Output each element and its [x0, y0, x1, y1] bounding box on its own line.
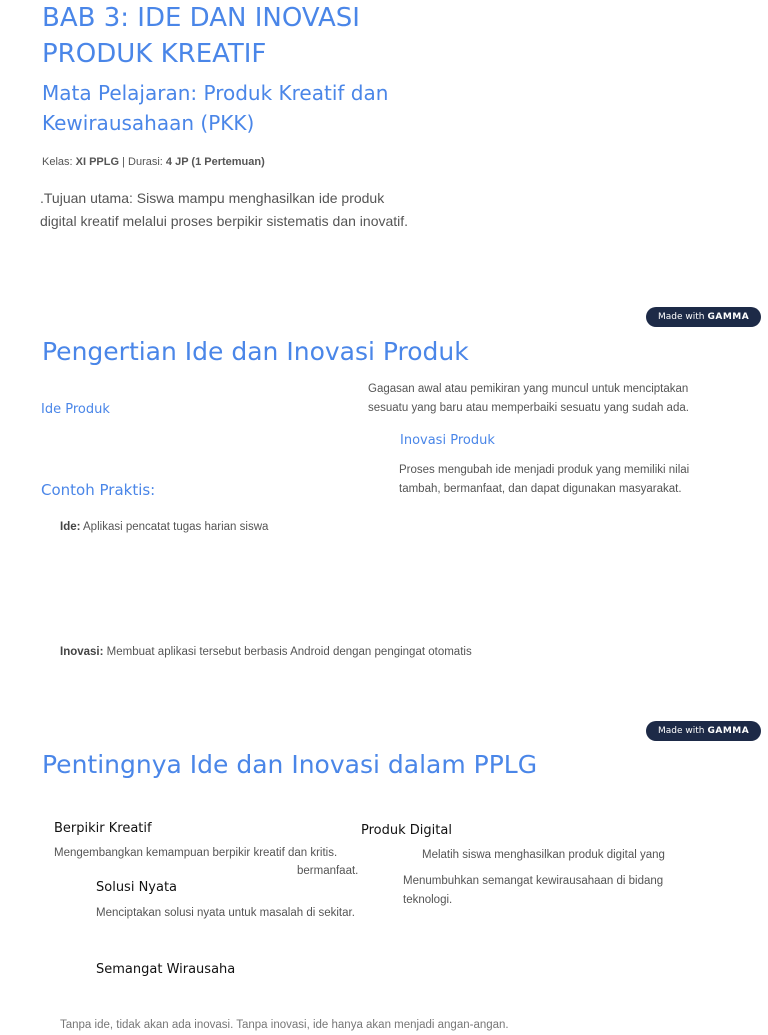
- ide-desc-line2: sesuatu yang baru atau memperbaiki sesuatu yang sudah ada.: [368, 402, 689, 414]
- made-with-gamma-badge-2[interactable]: [646, 721, 761, 741]
- produk-digital-description: Melatih siswa menghasilkan produk digital yang: [422, 849, 665, 861]
- inovasi-produk-label: Inovasi Produk: [400, 433, 495, 448]
- solusi-nyata-title: Solusi Nyata: [96, 880, 178, 895]
- berpikir-kreatif-description: Mengembangkan kemampuan berpikir kreatif dan kritis.: [54, 847, 338, 859]
- ide-produk-description: [368, 380, 689, 418]
- semangat-wirausaha-title: Semangat Wirausaha: [96, 962, 236, 977]
- subject-subtitle: [42, 78, 388, 138]
- meta-separator: | Durasi:: [119, 156, 166, 168]
- made-with-gamma-badge[interactable]: [646, 307, 761, 327]
- section-heading-pentingnya: Pentingnya Ide dan Inovasi dalam PPLG: [42, 750, 538, 779]
- example-inovasi-value: Membuat aplikasi tersebut berbasis Android dengan pengingat otomatis: [103, 646, 472, 658]
- example-ide-value: Aplikasi pencatat tugas harian siswa: [80, 521, 269, 533]
- page-title: [42, 0, 360, 72]
- badge-prefix: Made with: [658, 312, 705, 322]
- durasi-value: 4 JP (1 Pertemuan): [165, 156, 265, 168]
- semangat-wirausaha-description: [403, 872, 663, 910]
- produk-digital-title: Produk Digital: [361, 823, 452, 838]
- bermanfaat-text: bermanfaat.: [297, 865, 359, 877]
- example-inovasi: [60, 643, 472, 662]
- section-heading-pengertian: Pengertian Ide dan Inovasi Produk: [42, 337, 469, 366]
- contoh-praktis-heading: Contoh Praktis:: [41, 481, 156, 499]
- example-ide-key: Ide:: [60, 521, 81, 533]
- kelas-value: XI PPLG: [75, 156, 120, 168]
- example-inovasi-key: Inovasi:: [60, 646, 104, 658]
- closing-quote-cutoff: Tanpa ide, tidak akan ada inovasi. Tanpa inovasi, ide hanya akan menjadi angan-angan.: [60, 1019, 509, 1031]
- solusi-nyata-description: Menciptakan solusi nyata untuk masalah di sekitar.: [96, 907, 355, 919]
- semangat-desc-line2: teknologi.: [403, 894, 453, 906]
- berpikir-kreatif-title: Berpikir Kreatif: [54, 821, 152, 836]
- page-title-line2: PRODUK KREATIF: [42, 39, 267, 69]
- inovasi-desc-line2: tambah, bermanfaat, dan dapat digunakan masyarakat.: [399, 483, 682, 495]
- example-ide: [60, 518, 268, 537]
- badge-prefix-2: Made with: [658, 726, 705, 736]
- ide-desc-line1: Gagasan awal atau pemikiran yang muncul untuk menciptakan: [368, 383, 689, 395]
- gamma-logo-text: GAMMA: [707, 312, 750, 322]
- class-meta: [42, 156, 265, 168]
- goal-line2: digital kreatif melalui proses berpikir sistematis dan inovatif.: [40, 213, 409, 229]
- inovasi-desc-line1: Proses mengubah ide menjadi produk yang memiliki nilai: [399, 464, 690, 476]
- subtitle-line2: Kewirausahaan (PKK): [42, 111, 255, 135]
- ide-produk-label: Ide Produk: [41, 402, 110, 417]
- main-goal: [40, 187, 408, 233]
- page-title-line1: BAB 3: IDE DAN INOVASI: [42, 3, 360, 33]
- inovasi-produk-description: [399, 461, 689, 499]
- subtitle-line1: Mata Pelajaran: Produk Kreatif dan: [42, 81, 389, 105]
- semangat-desc-line1: Menumbuhkan semangat kewirausahaan di bidang: [403, 875, 664, 887]
- gamma-logo-text-2: GAMMA: [707, 726, 750, 736]
- kelas-label: Kelas:: [42, 156, 76, 168]
- goal-line1: .Tujuan utama: Siswa mampu menghasilkan ide produk: [40, 190, 385, 206]
